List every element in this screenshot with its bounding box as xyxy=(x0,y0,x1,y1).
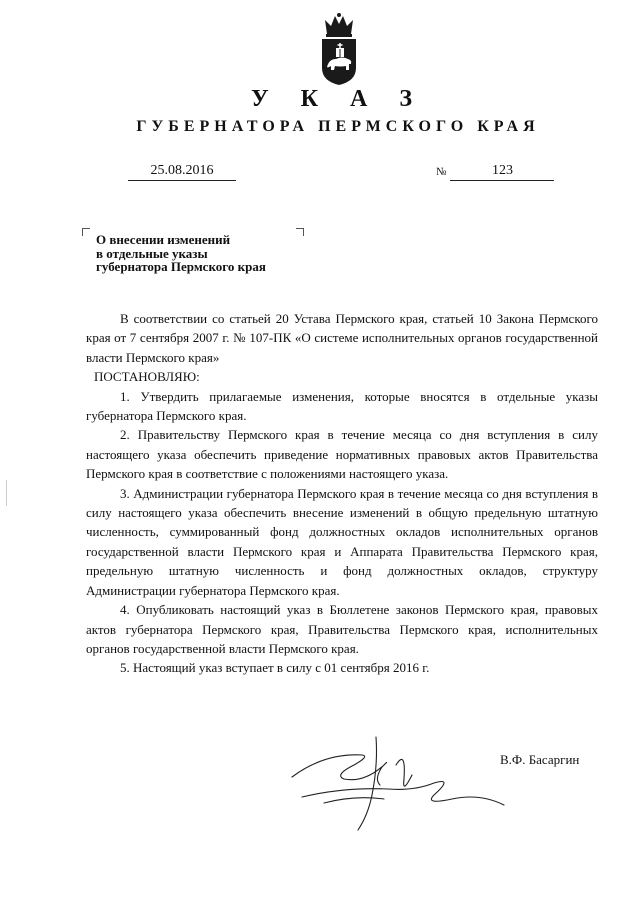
issuer-title: ГУБЕРНАТОРА ПЕРМСКОГО КРАЯ xyxy=(136,118,540,135)
clause-paragraph: 1. Утвердить прилагаемые изменения, которые вносятся в отдельные указы губернатора Пермского края. xyxy=(86,388,598,424)
document-subject xyxy=(96,233,266,274)
clause-paragraph: 5. Настоящий указ вступает в силу с 01 сентября 2016 г. xyxy=(120,660,430,676)
decree-word: ПОСТАНОВЛЯЮ: xyxy=(94,369,200,385)
subject-line: губернатора Пермского края xyxy=(96,259,266,274)
document-type-title: У К А З xyxy=(250,86,425,112)
clause-paragraph: 2. Правительству Пермского края в течение месяца со дня вступления в силу настоящего указа обеспечить приведение нормативных правовых актов Правительства Пермского края в соответствие с положениями настоящего указа. xyxy=(86,427,598,482)
clause-paragraph: 3. Администрации губернатора Пермского края в течение месяца со дня вступления в силу настоящего указа обеспечить внесение изменений в общую предельную штатную численность, суммированный фонд должностных окладов исполнительных органов государственной власти Пермского края и Аппарата Правительства Пермского края, предельную штатную численность и фонд должностных окладов, структуру Администрации губернатора Пермского края. xyxy=(86,485,598,598)
handwritten-signature xyxy=(284,735,514,840)
number-label: № xyxy=(436,166,447,178)
subject-corner-right xyxy=(296,228,304,236)
preamble-paragraph: В соответствии со статьей 20 Устава Пермского края, статьей 10 Закона Пермского края от 7 сентября 2007 г. № 107-ПК «О системе исполнительных органов государственной власти Пермского края» xyxy=(86,311,598,365)
subject-line: О внесении изменений xyxy=(96,232,231,247)
document-body xyxy=(86,309,598,678)
document-date: 25.08.2016 xyxy=(128,162,236,181)
subject-line: в отдельные указы xyxy=(96,245,208,261)
subject-corner-left xyxy=(82,228,90,236)
scan-edge-mark xyxy=(6,480,7,506)
signer-name: В.Ф. Басаргин xyxy=(500,752,580,767)
clause-paragraph: 4. Опубликовать настоящий указ в Бюллетене законов Пермского края, правовых актов губернатора Пермского края, Правительства Пермского края, исполнительных органов государственной власти Пермского края. xyxy=(86,602,598,656)
document-number: 123 xyxy=(450,162,554,181)
coat-of-arms-icon xyxy=(318,12,360,86)
